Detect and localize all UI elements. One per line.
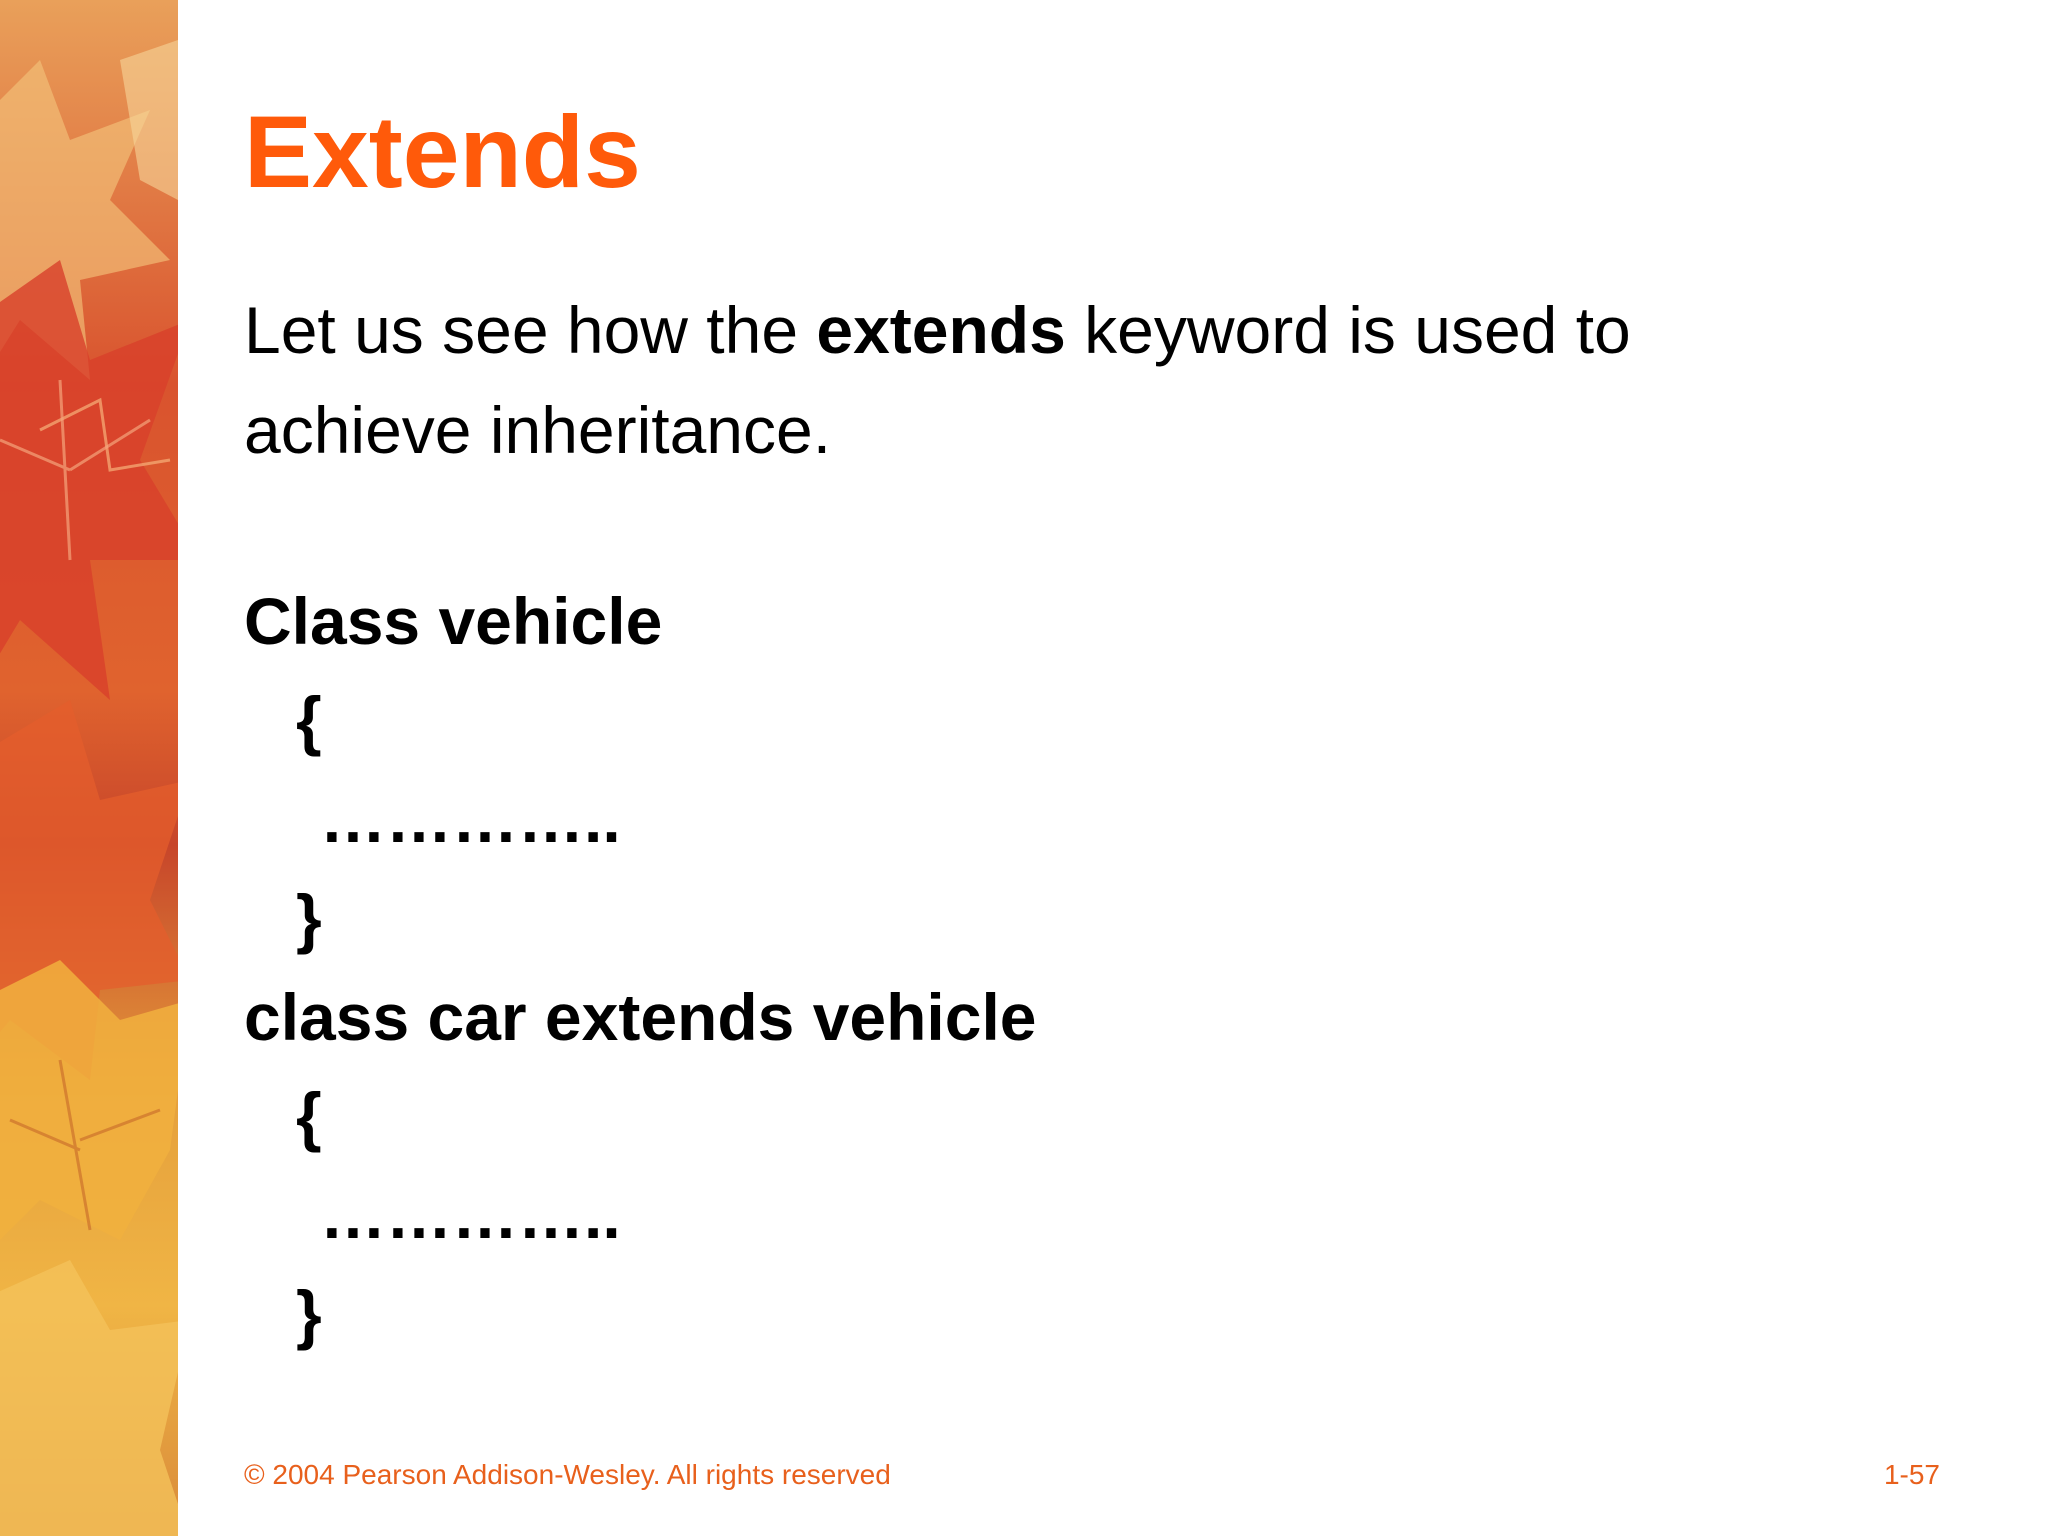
slide-title: Extends bbox=[244, 95, 641, 209]
code-line-ellipsis: ………….. bbox=[320, 782, 621, 856]
code-line-open-brace: { bbox=[296, 683, 322, 757]
intro-text-before: Let us see how the bbox=[244, 293, 817, 367]
intro-text-after: keyword is used to achieve inheritance. bbox=[244, 293, 1631, 467]
footer-copyright: © 2004 Pearson Addison-Wesley. All rights reserved bbox=[244, 1459, 891, 1490]
intro-keyword: extends bbox=[816, 293, 1066, 367]
code-line-open-brace: { bbox=[296, 1079, 322, 1153]
code-line-close-brace: } bbox=[296, 1277, 322, 1351]
code-line-class-car: class car extends vehicle bbox=[244, 980, 1037, 1054]
autumn-leaves-decoration bbox=[0, 0, 178, 1536]
code-line-close-brace: } bbox=[296, 881, 322, 955]
footer-page-number: 1-57 bbox=[1883, 1459, 1940, 1490]
code-line-ellipsis: ………….. bbox=[320, 1178, 621, 1252]
intro-paragraph bbox=[244, 280, 1804, 480]
code-line-class-vehicle: Class vehicle bbox=[244, 584, 663, 658]
code-example bbox=[244, 572, 1037, 1364]
